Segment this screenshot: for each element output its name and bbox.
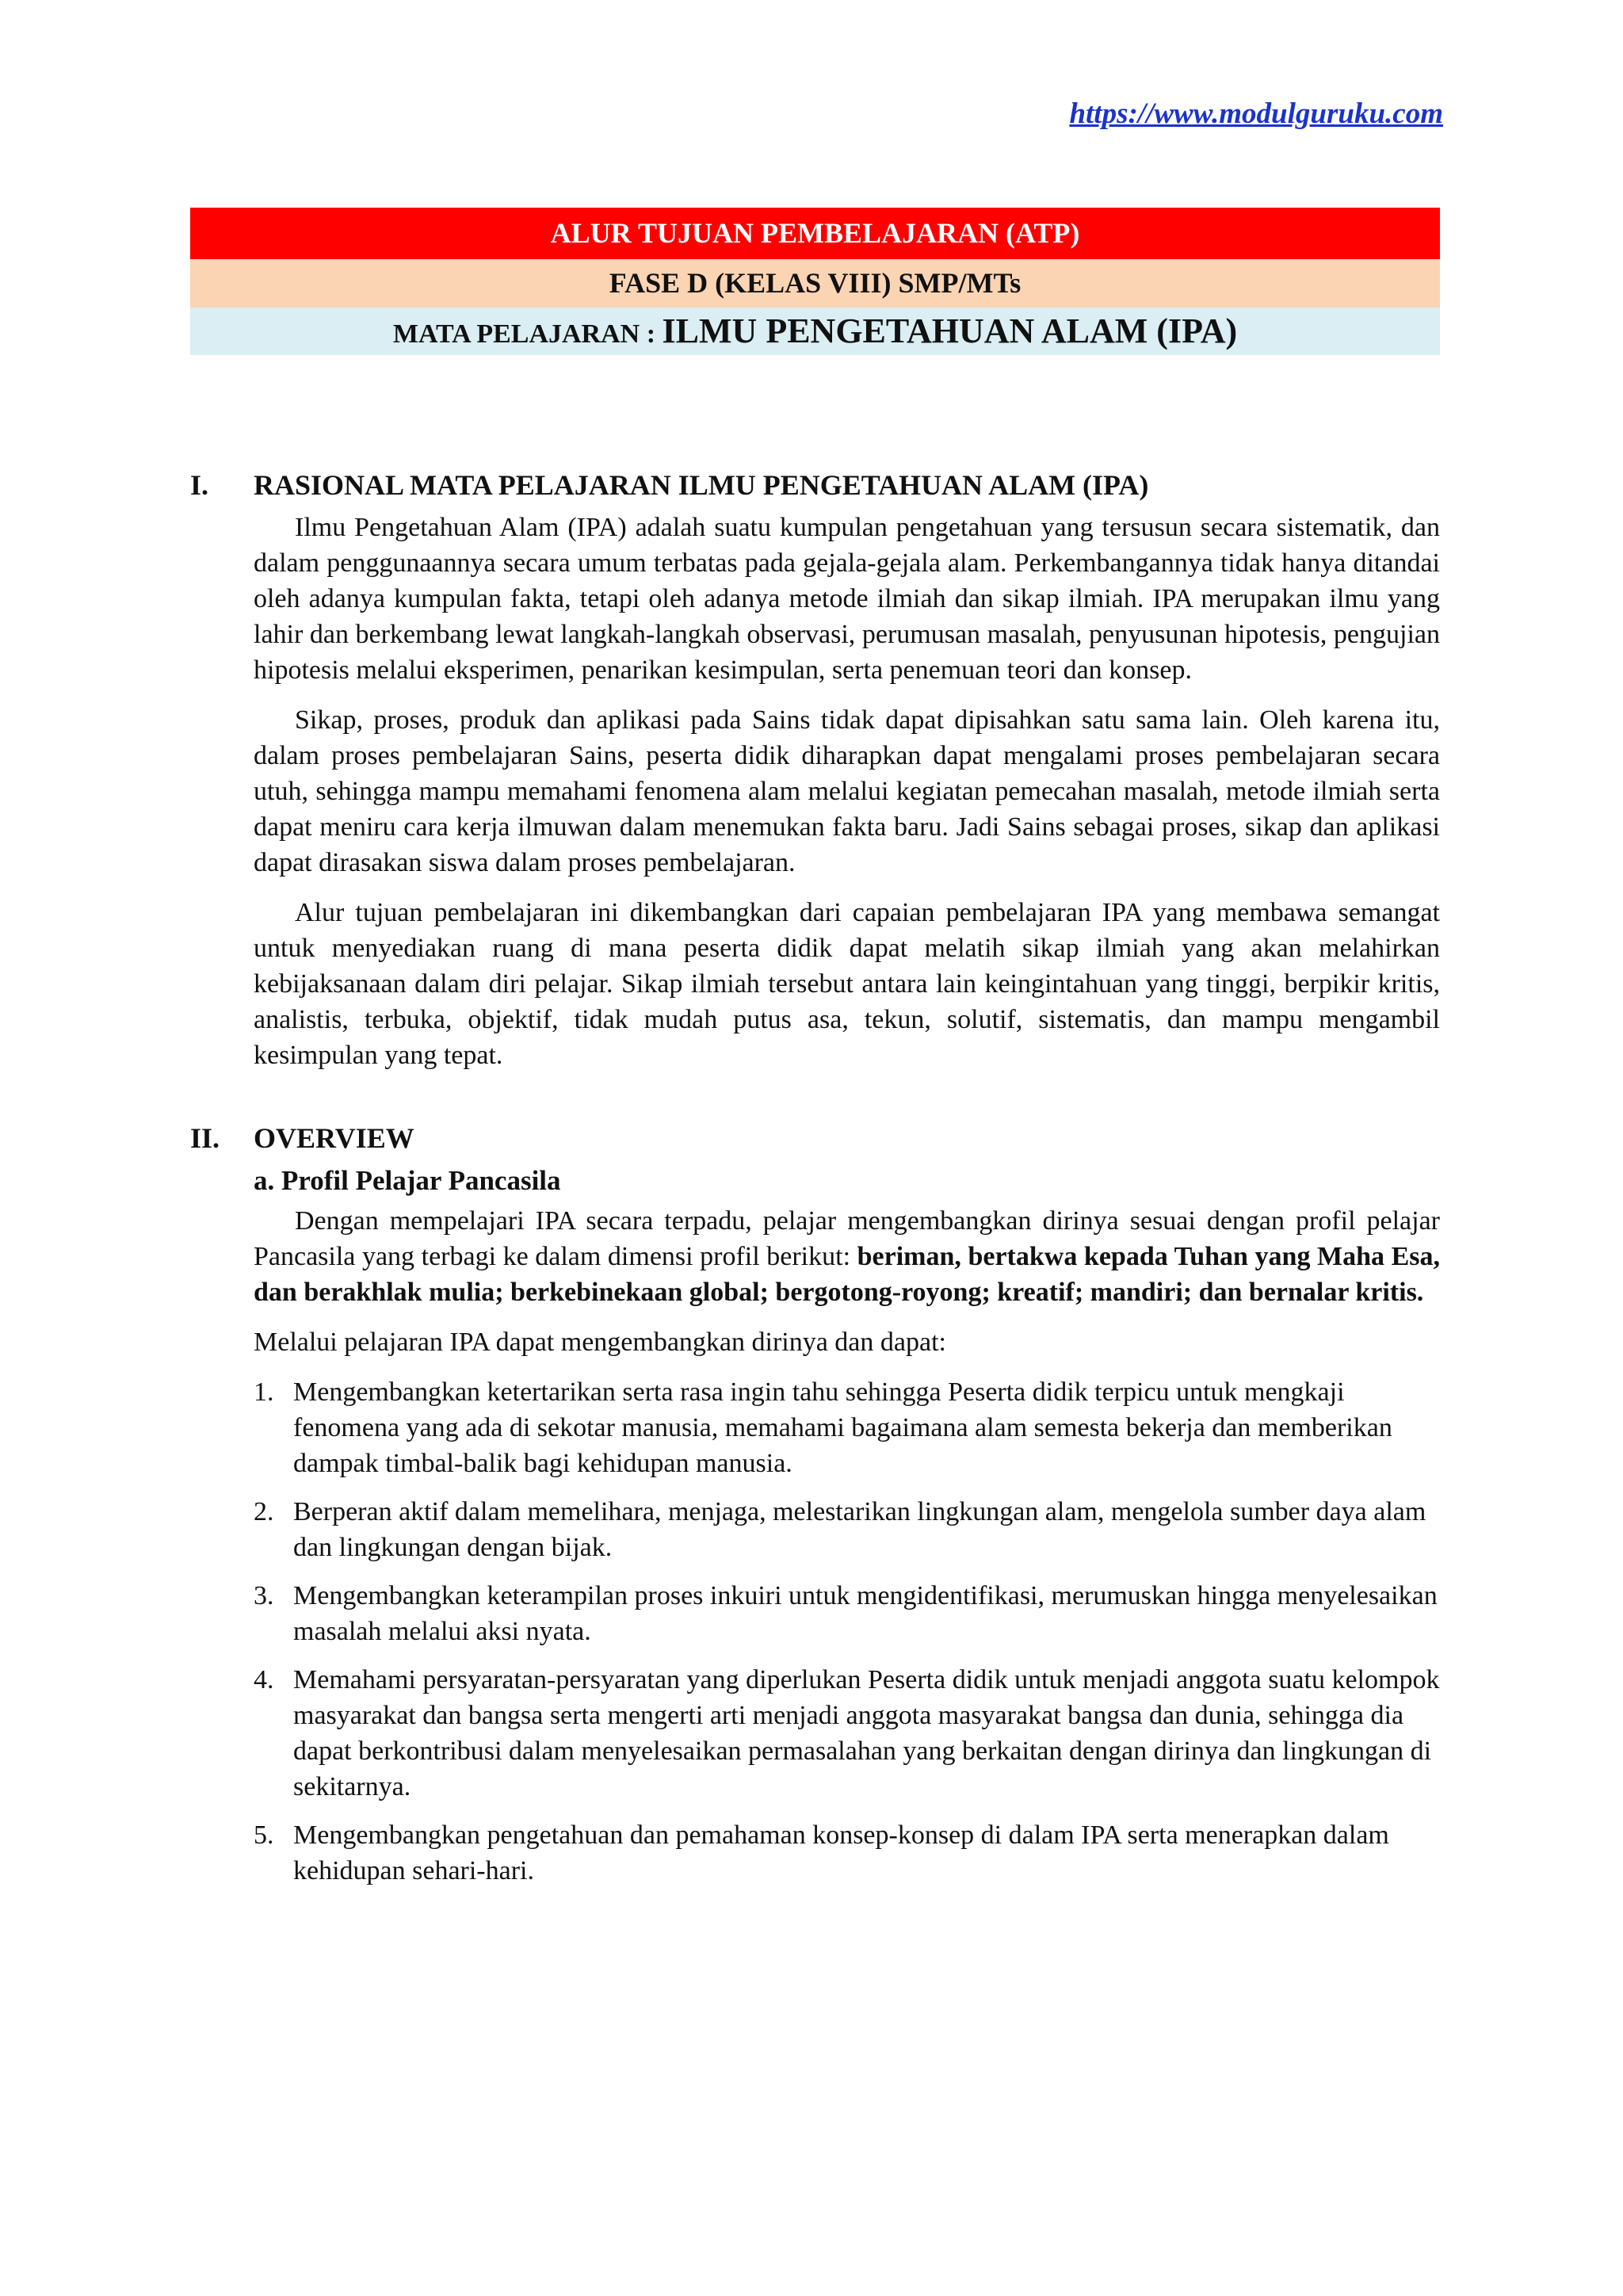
list-item-text: Memahami persyaratan-persyaratan yang diperlukan Peserta didik untuk menjadi anggota suatu kelompok masyarakat dan bangsa serta mengerti arti menjadi anggota masyarakat bangsa dan dunia, sehingga dia dapat berkontribusi dalam menyelesaikan permasalahan yang berkaitan dengan dirinya dan lingkungan di sekitarnya.: [293, 1665, 1440, 1801]
profile-dimensions: beriman, bertakwa kepada Tuhan yang Maha Esa, dan berakhlak mulia; berkebinekaan global; bergotong-royong; kreatif; mandiri; dan bernalar kritis.: [254, 1242, 1441, 1307]
section-2-number: II.: [190, 1122, 220, 1154]
section-1-paragraph: Ilmu Pengetahuan Alam (IPA) adalah suatu kumpulan pengetahuan yang tersusun secara sistematik, dan dalam penggunaannya secara umum terbatas pada gejala-gejala alam. Perkembangannya tidak hanya ditandai oleh adanya kumpulan fakta, tetapi oleh adanya metode ilmiah dan sikap ilmiah. IPA merupakan ilmu yang lahir dan berkembang lewat langkah-langkah observasi, perumusan masalah, penyusunan hipotesis, pengujian hipotesis melalui eksperimen, penarikan kesimpulan, serta penemuan teori dan konsep.: [254, 513, 1440, 685]
section-2-title: OVERVIEW: [254, 1122, 414, 1154]
banner-phase: FASE D (KELAS VIII) SMP/MTs: [190, 259, 1440, 308]
list-item-number: 5.: [254, 1820, 274, 1850]
section-1-paragraph: Alur tujuan pembelajaran ini dikembangkan dari capaian pembelajaran IPA yang membawa semangat untuk menyediakan ruang di mana peserta didik dapat melatih sikap ilmiah yang akan melahirkan kebijaksanaan dalam diri pelajar. Sikap ilmiah tersebut antara lain keingintahuan yang tinggi, berpikir kritis, analistis, terbuka, objektif, tidak mudah putus asa, tekun, solutif, sistematis, dan mampu mengambil kesimpulan yang tepat.: [254, 898, 1440, 1070]
banner-subject: [190, 308, 1440, 355]
banner-subject-name: ILMU PENGETAHUAN ALAM (IPA): [662, 311, 1238, 350]
list-item: [254, 1578, 1440, 1649]
list-lead: Melalui pelajaran IPA dapat mengembangkan dirinya dan dapat:: [254, 1328, 946, 1357]
banner-subject-lead: MATA PELAJARAN :: [392, 319, 663, 349]
goals-list: [254, 1374, 1440, 1889]
website-link[interactable]: https://www.modulguruku.com: [1069, 97, 1443, 130]
list-item-text: Mengembangkan ketertarikan serta rasa ingin tahu sehingga Peserta didik terpicu untuk mengkaji fenomena yang ada di sekotar manusia, memahami bagaimana alam semesta bekerja dan memberikan dampak timbal-balik bagi kehidupan manusia.: [293, 1377, 1392, 1478]
list-item-number: 1.: [254, 1377, 274, 1407]
profile-paragraph: [254, 1203, 1440, 1310]
section-1-paragraph: Sikap, proses, produk dan aplikasi pada Sains tidak dapat dipisahkan satu sama lain. Oleh karena itu, dalam proses pembelajaran Sains, peserta didik diharapkan dapat mengalami proses pembelajaran secara utuh, sehingga mampu memahami fenomena alam melalui kegiatan pemecahan masalah, metode ilmiah serta dapat meniru cara kerja ilmuwan dalam menemukan fakta baru. Jadi Sains sebagai proses, sikap dan aplikasi dapat dirasakan siswa dalam proses pembelajaran.: [254, 705, 1440, 877]
subsection-heading: a. Profil Pelajar Pancasila: [254, 1165, 561, 1196]
list-item: [254, 1374, 1440, 1481]
list-item-number: 4.: [254, 1665, 274, 1694]
list-item: [254, 1494, 1440, 1565]
banner-title: ALUR TUJUAN PEMBELAJARAN (ATP): [190, 208, 1440, 259]
list-item: [254, 1662, 1440, 1805]
list-item: [254, 1817, 1440, 1889]
list-item-text: Mengembangkan pengetahuan dan pemahaman konsep-konsep di dalam IPA serta menerapkan dalam kehidupan sehari-hari.: [293, 1820, 1389, 1885]
section-1-heading: [190, 468, 1440, 503]
list-item-number: 3.: [254, 1581, 274, 1610]
list-item-text: Mengembangkan keterampilan proses inkuiri untuk mengidentifikasi, merumuskan hingga menyelesaikan masalah melalui aksi nyata.: [293, 1581, 1438, 1646]
section-2-heading: [190, 1121, 1440, 1156]
list-item-text: Berperan aktif dalam memelihara, menjaga, melestarikan lingkungan alam, mengelola sumber daya alam dan lingkungan dengan bijak.: [293, 1497, 1426, 1562]
document-content: [190, 468, 1440, 1901]
section-1-number: I.: [190, 469, 209, 501]
list-item-number: 2.: [254, 1497, 274, 1526]
section-1-title: RASIONAL MATA PELAJARAN ILMU PENGETAHUAN ALAM (IPA): [254, 469, 1149, 501]
profile-text: Dengan mempelajari IPA secara terpadu, pelajar mengembangkan dirinya sesuai dengan profil pelajar Pancasila yang terbagi ke dalam dimensi profil berikut:: [254, 1206, 1440, 1271]
